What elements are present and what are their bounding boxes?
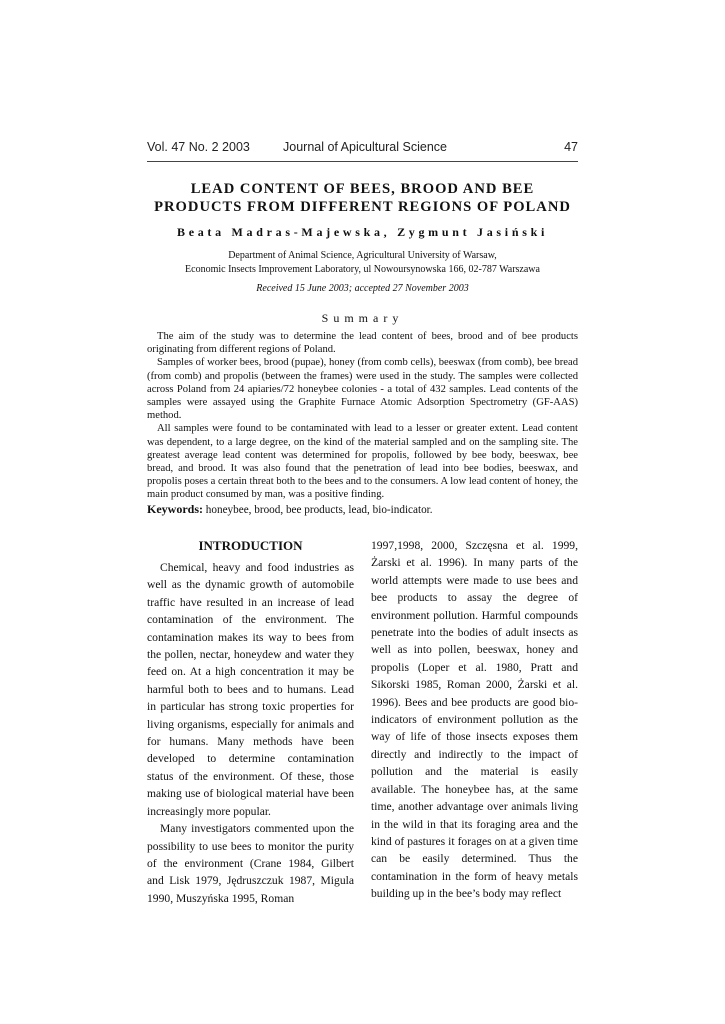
left-column: [147, 537, 354, 907]
affiliation-line: Economic Insects Improvement Laboratory, ul Nowoursynowska 166, 02-787 Warszawa: [185, 263, 540, 275]
abstract-paragraph: All samples were found to be contaminated with lead to a lesser or greater extent. Lead content was dependent, to a large degree, on the kind of the material sampled and on the sampling site. The greatest average lead content was determined for propolis, followed by bee body, beeswax, bee bread, and brood. It was also found that the penetration of lead into bee bodies, beeswax, and propolis poses a certain threat both to the bees and to the consumers. A low lead content of honey, the main product consumed by man, was a positive finding.: [147, 423, 578, 501]
affiliation: [130, 249, 595, 276]
title-line: PRODUCTS FROM DIFFERENT REGIONS OF POLAND: [154, 199, 571, 215]
right-column: [371, 537, 578, 903]
journal-name: Journal of Apicultural Science: [283, 140, 447, 154]
introduction-heading: INTRODUCTION: [198, 538, 303, 553]
abstract: [147, 330, 578, 502]
abstract-paragraph: Samples of worker bees, brood (pupae), honey (from comb cells), beeswax (from comb), bee bread (from comb) and propolis (between the frames) were used in the study. The samples were collected across Poland from 24 apiaries/72 honeybee colonies - a total of 432 samples. Lead contents of the samples were assayed using the Graphite Furnace Atomic Adsorption Spectrometry (GF-AAS) method.: [147, 357, 578, 422]
volume-issue: Vol. 47 No. 2 2003: [147, 140, 250, 154]
keywords-label: Keywords:: [147, 502, 203, 516]
affiliation-line: Department of Animal Science, Agricultural University of Warsaw,: [228, 250, 497, 261]
keywords-text: honeybee, brood, bee products, lead, bio-indicator.: [205, 504, 433, 516]
header-rule: [147, 161, 578, 162]
body-paragraph: Chemical, heavy and food industries as well as the dynamic growth of automobile traffic have resulted in an increase of lead contamination of the environment. The contamination makes its way to bees from the pollen, nectar, honeydew and water they feed on. At a high concentration it may be harmful both to bees and to humans. Lead in particular has strong toxic properties for living organisms, especially for animals and for humans. Many methods have been developed to determine contamination status of the environment. Of these, those making use of biological material have been increasingly more popular.: [147, 561, 354, 818]
summary-heading: Summary: [321, 311, 404, 325]
body-paragraph: Many investigators commented upon the possibility to use bees to monitor the purity of the environment (Crane 1984, Gilbert and Lisk 1979, Jędruszczuk 1987, Migula 1990, Muszyńska 1995, Roman: [147, 822, 354, 905]
title-line: LEAD CONTENT OF BEES, BROOD AND BEE: [190, 181, 535, 197]
keywords: [147, 502, 587, 517]
received-dates: Received 15 June 2003; accepted 27 November 2003: [256, 283, 469, 294]
abstract-paragraph: The aim of the study was to determine the lead content of bees, brood and of bee products originating from different regions of Poland.: [147, 331, 578, 356]
article-title: [130, 180, 595, 216]
body-paragraph: 1997,1998, 2000, Szczęsna et al. 1999, Żarski et al. 1996). In many parts of the world attempts were made to use bees and bee products to assay the degree of environment pollution. Harmful compounds penetrate into the bodies of adult insects as well as into pollen, beeswax, honey and propolis (Loper et al. 1980, Pratt and Sikorski 1985, Roman 2000, Żarski et al. 1996). Bees and bee products are good bio-indicators of environment pollution as the way of life of those insects exposes them directly and indirectly to the impact of pollution and the material is easily available. The honeybee has, at the same time, another advantage over animals living in the wild in that its foraging area and the kind of pastures it forages on at a given time can be easily determined. Thus the contamination in the form of heavy metals building up in the bee’s body may reflect: [371, 539, 578, 901]
page-number: 47: [564, 140, 578, 154]
authors: Beata Madras-Majewska, Zygmunt Jasiński: [177, 225, 548, 239]
running-header: [147, 140, 578, 158]
